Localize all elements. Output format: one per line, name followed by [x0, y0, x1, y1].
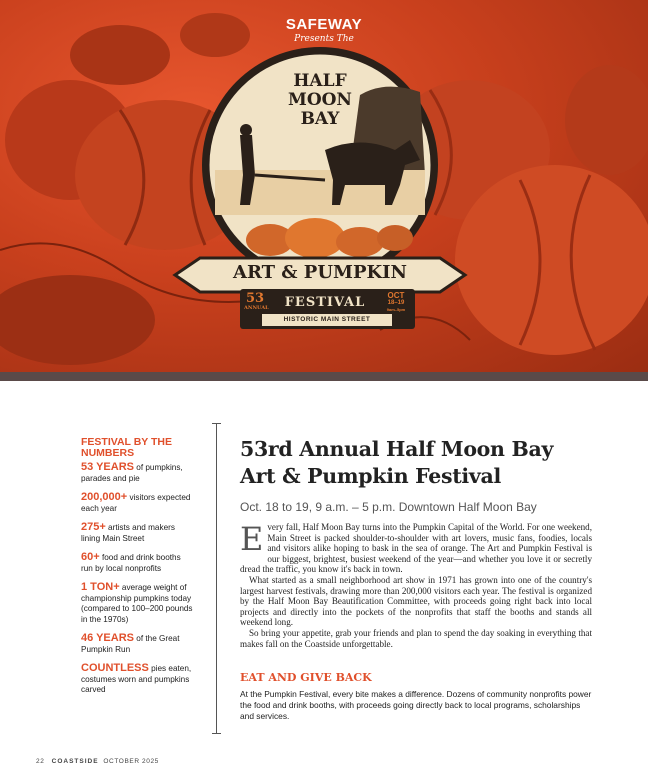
article	[240, 436, 592, 722]
stat-item	[81, 582, 193, 625]
stat-text: artists and makers lining Main Street	[81, 523, 175, 543]
badge-line-3: BAY	[300, 109, 340, 129]
hero-divider-bar	[0, 372, 648, 381]
paragraph	[240, 522, 592, 575]
stat-text: visitors expected each year	[81, 493, 191, 513]
column-divider-cap	[212, 423, 221, 424]
stat-text: of pumpkins, parades and pie	[81, 463, 183, 483]
stat-text: average weight of championship pumpkins today (compared to 100–200 pounds in the 1970s)	[81, 583, 193, 624]
drop-cap: E	[240, 520, 264, 558]
column-divider-cap	[212, 733, 221, 734]
sponsor-name: SAFEWAY	[285, 16, 363, 33]
badge-days: 18–19	[387, 300, 405, 306]
issue-date: OCTOBER 2025	[103, 758, 159, 765]
stat-text: pies eaten, costumes worn and pumpkins carved	[81, 664, 192, 694]
page-number: 22	[36, 758, 45, 765]
column-divider	[216, 423, 217, 733]
badge-month: OCT	[387, 291, 405, 300]
badge-title	[270, 72, 370, 129]
badge-line-1: HALF	[293, 71, 347, 91]
headline-line-1: 53rd Annual Half Moon Bay	[240, 437, 554, 461]
badge-street: HISTORIC MAIN STREET	[283, 316, 371, 323]
stat-number: 53 YEARS	[81, 461, 134, 473]
badge-hours: 9am–5pm	[386, 307, 406, 312]
stat-text: food and drink booths run by local nonprofits	[81, 553, 181, 573]
stat-item	[81, 492, 193, 514]
stat-number: COUNTLESS	[81, 662, 149, 674]
festival-numbers-sidebar	[81, 437, 193, 704]
article-body	[240, 522, 592, 649]
badge-anniversary	[244, 291, 269, 311]
stat-text: of the Great Pumpkin Run	[81, 634, 180, 654]
paragraph: What started as a small neighborhood art show in 1971 has grown into one of the country's largest harvest festivals, drawing more than 200,000 visitors each year. The festival is organized by the Half Moon Bay Beautification Committee, with proceeds going right back into local projects and directly into the pockets of the nonprofits that staff the booths and stands all weekend long.	[240, 574, 592, 628]
article-headline	[240, 436, 592, 490]
stat-item	[81, 663, 193, 696]
paragraph: So bring your appetite, grab your friends and plan to spend the day soaking in everything that makes fall on the Coastside unforgettable.	[240, 627, 592, 649]
stat-number: 275+	[81, 521, 106, 533]
badge-festival-text: FESTIVAL	[284, 295, 366, 310]
badge-anniversary-label: ANNUAL	[244, 305, 269, 311]
headline-line-2: Art & Pumpkin Festival	[240, 464, 501, 488]
stat-number: 1 TON+	[81, 581, 120, 593]
magazine-name: COASTSIDE	[51, 758, 99, 765]
stat-number: 46 YEARS	[81, 632, 134, 644]
stat-item	[81, 633, 193, 655]
article-dateline: Oct. 18 to 19, 9 a.m. – 5 p.m. Downtown Half Moon Bay	[240, 500, 537, 514]
paragraph: At the Pumpkin Festival, every bite makes a difference. Dozens of community nonprofits power the food and drink booths, with proceeds going directly back to local programs, scholarships and services.	[240, 689, 592, 722]
sidebar-title: FESTIVAL BY THE NUMBERS	[81, 436, 173, 459]
stat-number: 200,000+	[81, 491, 128, 503]
sponsor-presents: Presents The	[294, 34, 354, 44]
hero-image	[0, 0, 648, 372]
paragraph-text: very fall, Half Moon Bay turns into the Pumpkin Capital of the World. For one weekend, Main Street is packed shoulder-to-shoulder with art lovers, music fans, foodies, locals and visitors alike hoping to bask in the sea of orange. The Art and Pumpkin Festival is our biggest, brightest, busiest weekend of the year—and whether you love it or secretly dread the traffic, you know it's back in town.	[240, 522, 592, 575]
section-heading: EAT AND GIVE BACK	[240, 671, 372, 685]
badge-anniversary-number: 53	[245, 291, 265, 306]
badge-banner-text: ART & PUMPKIN	[233, 262, 407, 283]
stat-item	[81, 522, 193, 544]
page-footer	[36, 758, 159, 765]
badge-line-2: MOON	[288, 90, 352, 110]
stat-number: 60+	[81, 551, 100, 563]
stat-item	[81, 552, 193, 574]
stat-item	[81, 462, 193, 484]
badge-dates	[380, 291, 412, 312]
